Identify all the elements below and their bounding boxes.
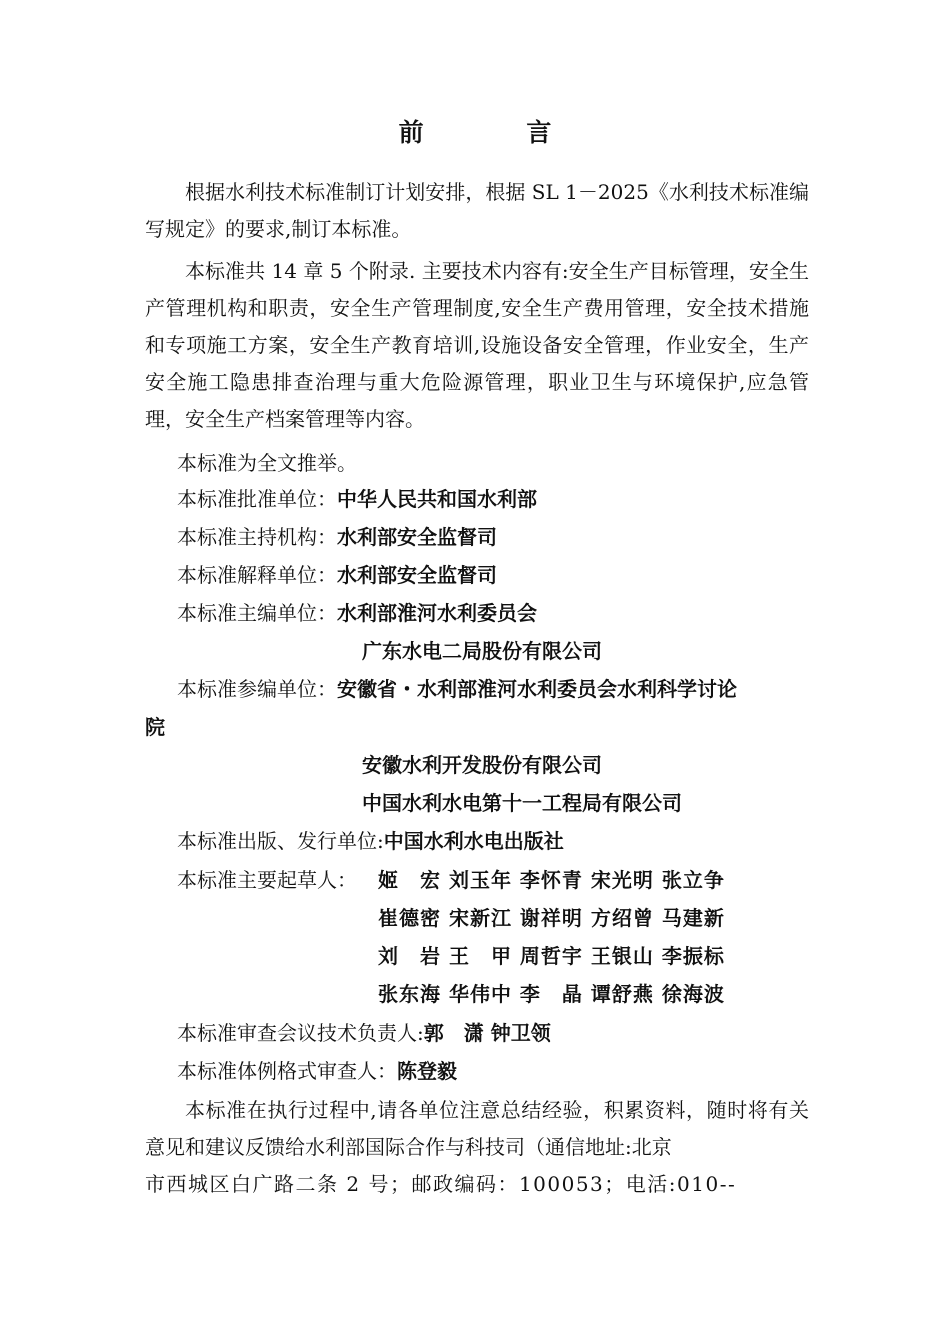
publisher-value: 中国水利水电出版社	[383, 829, 564, 853]
host-organization-row	[177, 519, 497, 556]
host-organization-label: 本标准主持机构：	[177, 525, 337, 549]
interpretation-unit-row	[177, 557, 497, 594]
chief-editor-value-1: 水利部淮河水利委员会	[337, 601, 537, 625]
drafters-row: 张东海 华伟中 李 晶 谭舒燕 徐海波	[378, 982, 725, 1006]
drafters-row: 崔德密 宋新江 谢祥明 方绍曾 马建新	[378, 906, 725, 930]
co-editor-value-1: 安徽省・水利部淮河水利委员会水利科学讨论	[337, 677, 737, 701]
drafters-row: 姬 宏 刘玉年 李怀青 宋光明 张立争	[378, 868, 725, 892]
co-editor-value-2: 安徽水利开发股份有限公司	[362, 753, 602, 777]
publisher-row	[177, 823, 564, 860]
chief-editor-label: 本标准主编单位：	[177, 601, 337, 625]
approval-unit-value: 中华人民共和国水利部	[337, 487, 537, 511]
interpretation-unit-value: 水利部安全监督司	[337, 563, 497, 587]
co-editor-label: 本标准参编单位：	[177, 677, 337, 701]
co-editor-value-1-wrap: 院	[145, 715, 165, 739]
drafters-label: 本标准主要起草人：	[177, 868, 357, 892]
co-editor-row	[177, 671, 737, 708]
paragraph-feedback-address: 市西城区白广路二条 2 号；邮政编码：100053；电活:010--	[145, 1172, 737, 1196]
paragraph-basis: 根据水利技术标准制订计划安排，根据 SL 1－2025《水利技术标准编写规定》的要求,制订本标准。	[145, 180, 809, 241]
publisher-label: 本标准出版、发行单位:	[177, 829, 384, 853]
approval-unit-label: 本标准批准单位：	[177, 487, 337, 511]
paragraph-content-summary: 本标准共 14 章 5 个附录. 主要技术内容有:安全生产目标管理，安全生产管理机构和职责，安全生产管理制度,安全生产费用管理，安全技术措施和专项施工方案，安全生产教育培训,设施设备安全管理，作业安全，生产安全施工隐患排查治理与重大危险源管理，职业卫生与环境保护,应急管理，安全生产档案管理等内容。	[145, 259, 809, 431]
chief-editor-value-2: 广东水电二局股份有限公司	[362, 639, 602, 663]
approval-unit-row	[177, 481, 537, 518]
host-organization-value: 水利部安全监督司	[337, 525, 497, 549]
chief-editor-row	[177, 595, 537, 632]
format-review-row	[177, 1053, 457, 1090]
review-lead-row	[177, 1015, 551, 1052]
co-editor-value-3: 中国水利水电第十一工程局有限公司	[362, 791, 682, 815]
drafters-label-row	[177, 862, 357, 899]
page-title: 前 言	[398, 118, 599, 147]
drafters-row: 刘 岩 王 甲 周哲宇 王银山 李振标	[378, 944, 725, 968]
format-review-label: 本标准体例格式审查人：	[177, 1059, 397, 1083]
format-review-value: 陈登毅	[397, 1059, 457, 1083]
review-lead-value: 郭 潇 钟卫领	[423, 1021, 551, 1045]
interpretation-unit-label: 本标准解释单位：	[177, 563, 337, 587]
review-lead-label: 本标准审查会议技术负责人:	[177, 1021, 424, 1045]
paragraph-recommendation: 本标准为全文推举。	[177, 451, 357, 475]
paragraph-feedback: 本标准在执行过程中,请各单位注意总结经验，积累资料，随时将有关意见和建议反馈给水利部国际合作与科技司（通信地址:北京	[145, 1098, 809, 1159]
